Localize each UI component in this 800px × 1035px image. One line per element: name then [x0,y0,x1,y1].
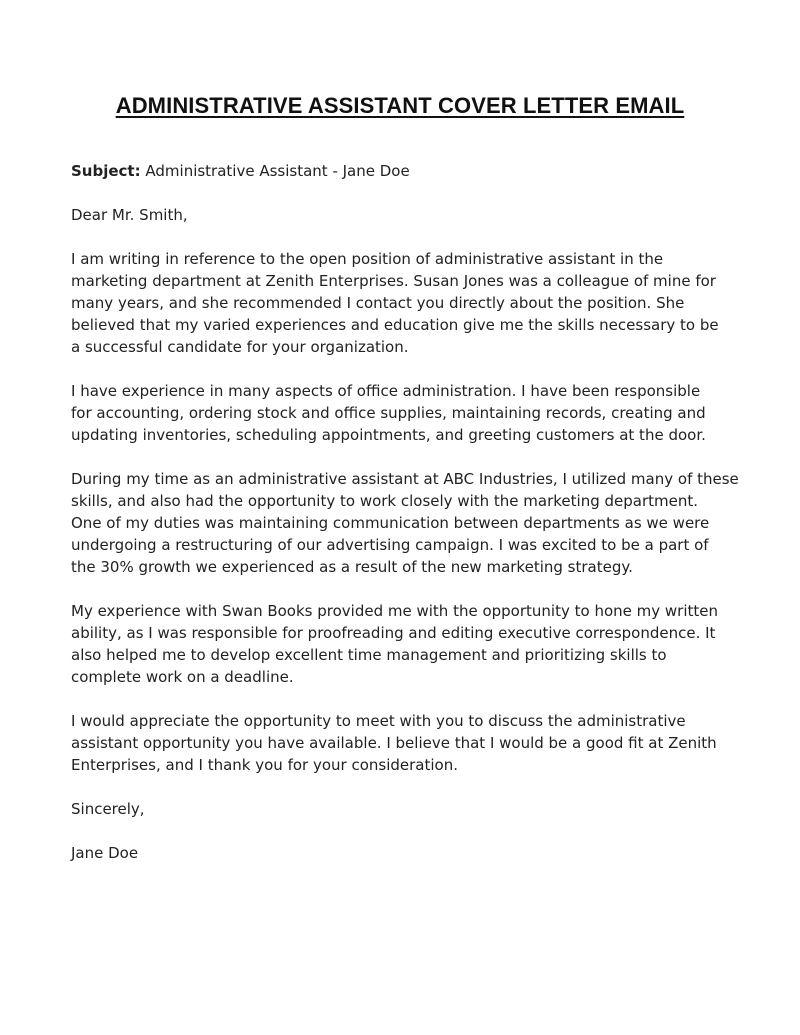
paragraph-line: One of my duties was maintaining communication between departments as we were [71,514,710,532]
paragraph-line: I have experience in many aspects of office administration. I have been responsible [71,382,701,400]
paragraph-line: skills, and also had the opportunity to work closely with the marketing department. [71,492,699,510]
subject-value: Administrative Assistant - Jane Doe [145,162,410,180]
paragraph-line: many years, and she recommended I contact you directly about the position. She [71,294,685,312]
paragraph-1 [71,248,731,358]
paragraph-line: for accounting, ordering stock and office supplies, maintaining records, creating and [71,404,706,422]
paragraph-line: I would appreciate the opportunity to meet with you to discuss the administrative [71,712,686,730]
signature: Jane Doe [71,844,139,862]
paragraph-line: marketing department at Zenith Enterprises. Susan Jones was a colleague of mine for [71,272,716,290]
paragraph-line: During my time as an administrative assistant at ABC Industries, I utilized many of these [71,470,739,488]
paragraph-line: My experience with Swan Books provided me with the opportunity to hone my written [71,602,718,620]
paragraph-line: Enterprises, and I thank you for your consideration. [71,756,458,774]
subject-label: Subject: [71,162,141,180]
closing: Sincerely, [71,800,145,818]
salutation: Dear Mr. Smith, [71,206,188,224]
paragraph-line: also helped me to develop excellent time management and prioritizing skills to [71,646,667,664]
paragraph-line: I am writing in reference to the open position of administrative assistant in the [71,250,664,268]
paragraph-2 [71,380,731,446]
document-title: ADMINISTRATIVE ASSISTANT COVER LETTER EMAIL [115,93,685,118]
paragraph-line: ability, as I was responsible for proofreading and editing executive correspondence. It [71,624,716,642]
paragraph-line: a successful candidate for your organization. [71,338,409,356]
paragraph-3 [71,468,739,578]
subject-line [71,160,731,182]
paragraph-line: the 30% growth we experienced as a result of the new marketing strategy. [71,558,633,576]
paragraph-line: undergoing a restructuring of our advertising campaign. I was excited to be a part of [71,536,709,554]
paragraph-4 [71,600,731,688]
paragraph-line: updating inventories, scheduling appointments, and greeting customers at the door. [71,426,706,444]
paragraph-line: believed that my varied experiences and education give me the skills necessary to be [71,316,719,334]
paragraph-5 [71,710,731,776]
letter-body [71,160,739,886]
paragraph-line: assistant opportunity you have available. I believe that I would be a good fit at Zenith [71,734,717,752]
paragraph-line: complete work on a deadline. [71,668,294,686]
